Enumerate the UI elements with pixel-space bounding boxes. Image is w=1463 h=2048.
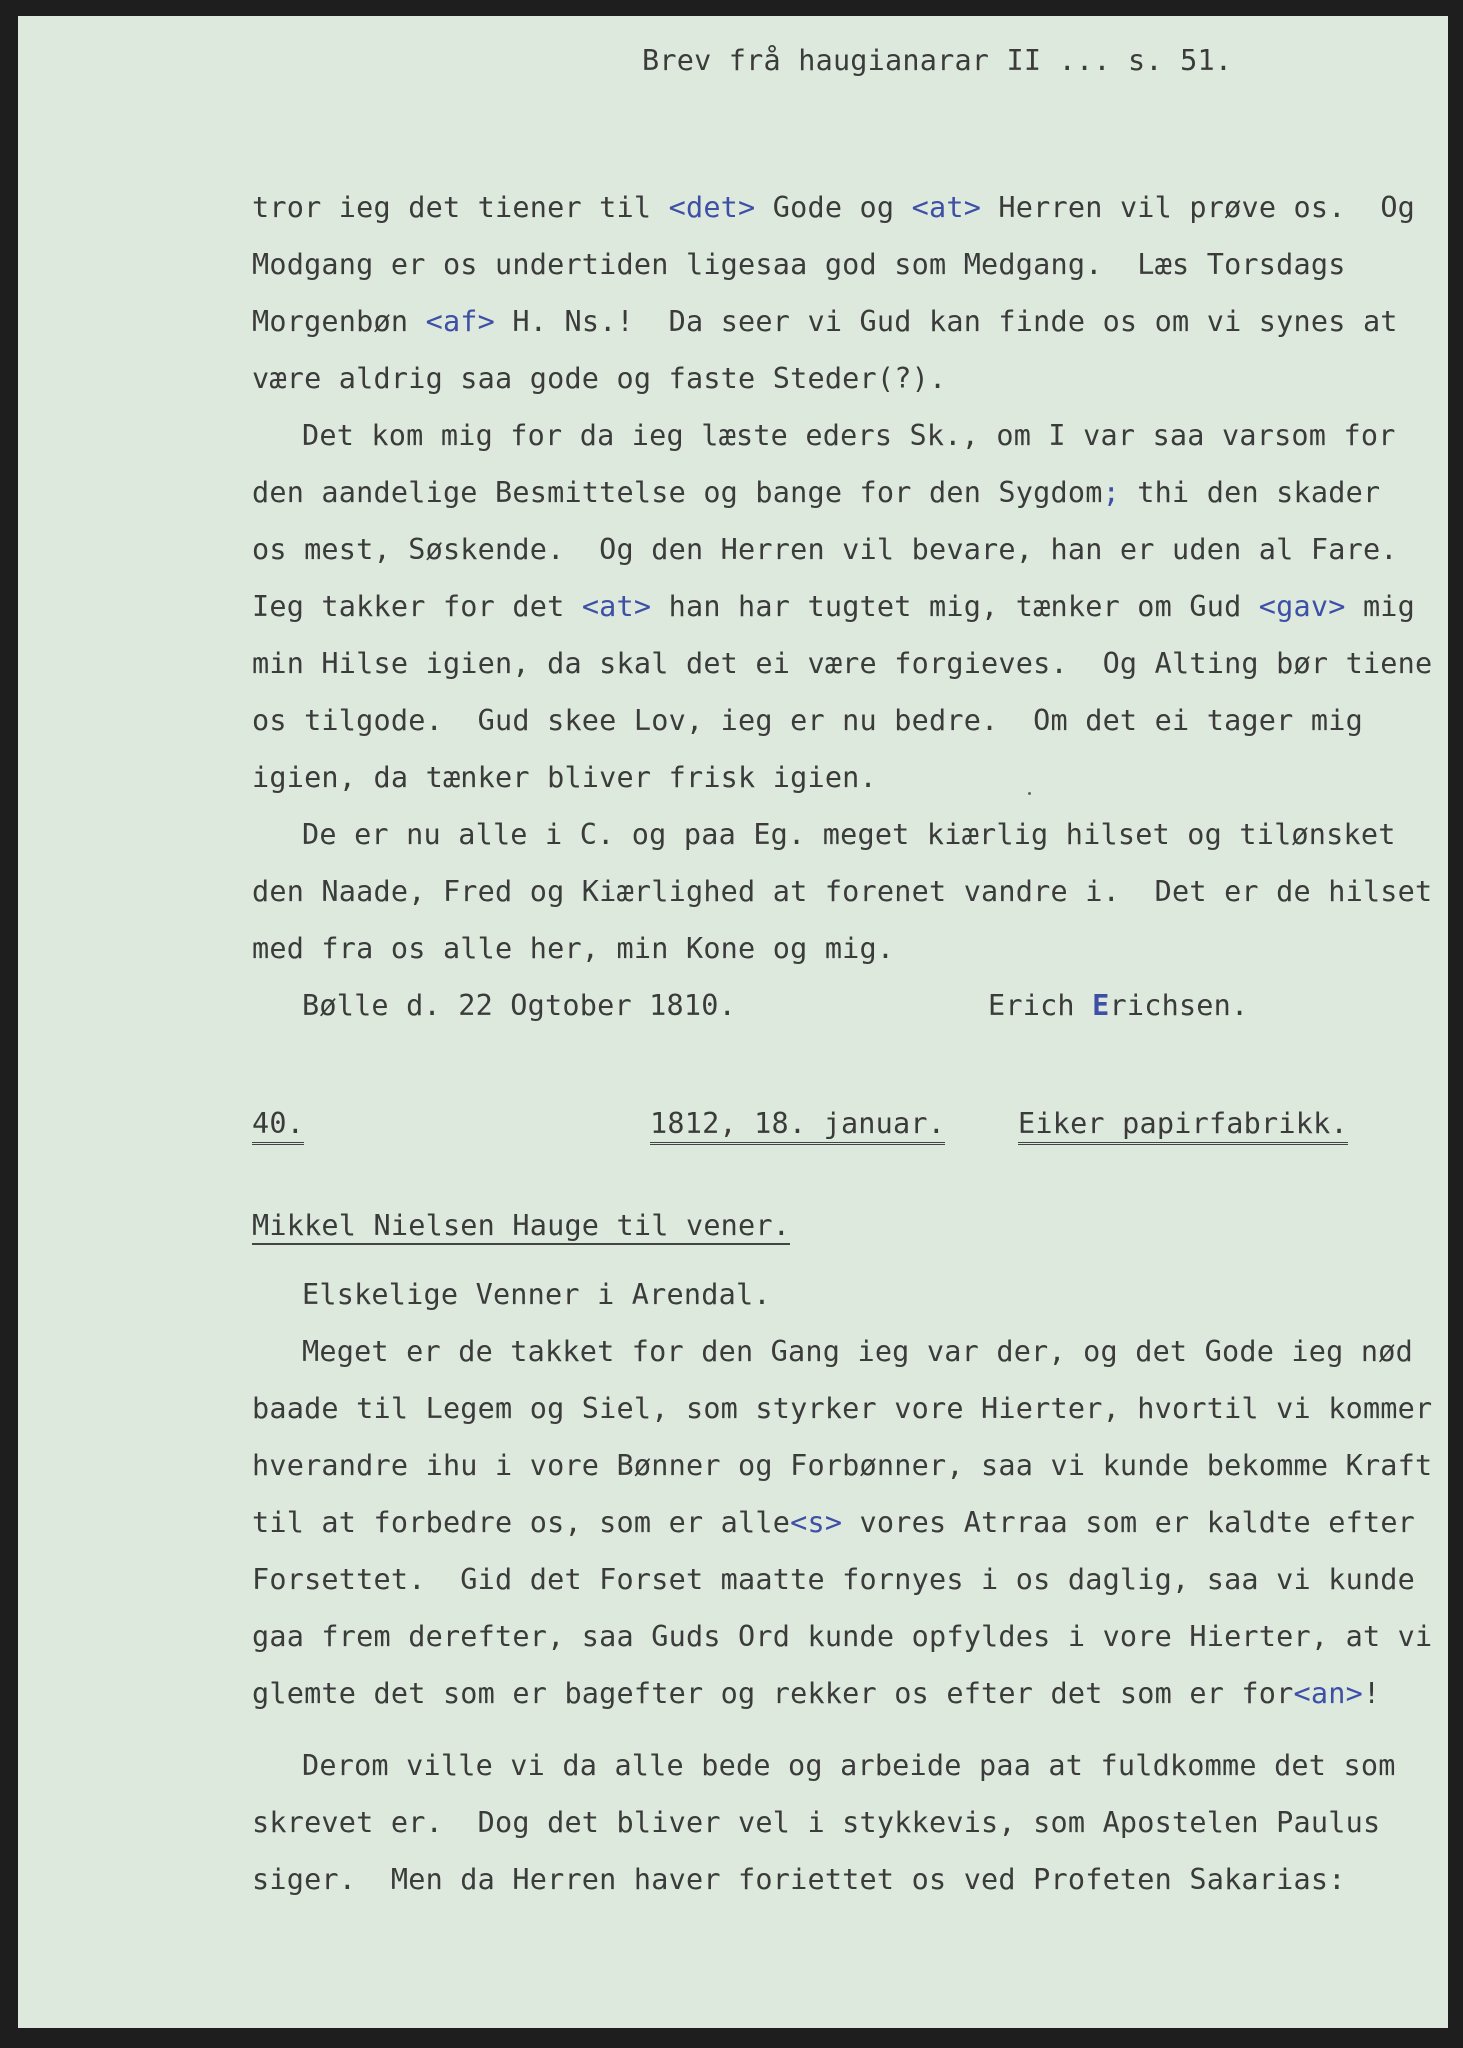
text-line: Morgenbøn <af> H. Ns.! Da seer vi Gud kan finde os om vi synes at: [252, 305, 1398, 338]
text-line: glemte det som er bagefter og rekker os efter det som er for<an>!: [252, 1677, 1381, 1710]
letter-heading: Mikkel Nielsen Hauge til vener.: [252, 1209, 790, 1243]
running-header: Brev frå haugianarar II ... s. 51.: [642, 44, 1233, 77]
editorial-insertion: <det>: [668, 191, 756, 224]
text-line: baade til Legem og Siel, som styrker vore Hierter, hvortil vi kommer: [252, 1392, 1433, 1425]
text-line: skrevet er. Dog det bliver vel i stykkevis, som Apostelen Paulus: [252, 1806, 1381, 1839]
editorial-insertion: <an>: [1293, 1677, 1363, 1710]
editorial-insertion: <at>: [911, 191, 982, 224]
text-line: den aandelige Besmittelse og bange for den Sygdom; thi den skader: [252, 476, 1381, 509]
text-line: Modgang er os undertiden ligesaa god som Medgang. Læs Torsdags: [252, 248, 1346, 281]
place-date: Bølle d. 22 Ogtober 1810.: [302, 989, 736, 1022]
editorial-insertion: <gav>: [1258, 590, 1346, 623]
editorial-correction: E: [1092, 989, 1110, 1022]
text-line: med fra os alle her, min Kone og mig.: [252, 932, 895, 965]
entry-place: Eiker papirfabrikk.: [1018, 1107, 1348, 1141]
entry-number: 40.: [252, 1107, 304, 1141]
text-line: igien, da tænker bliver frisk igien.: [252, 761, 877, 794]
text-line: os mest, Søskende. Og den Herren vil bevare, han er uden al Fare.: [252, 533, 1398, 566]
text-line: tror ieg det tiener til <det> Gode og <at> Herren vil prøve os. Og: [252, 191, 1416, 224]
salutation: Elskelige Venner i Arendal.: [302, 1278, 771, 1311]
text-line: os tilgode. Gud skee Lov, ieg er nu bedre. Om det ei tager mig: [252, 704, 1363, 737]
text-line: være aldrig saa gode og faste Steder(?).: [252, 362, 947, 395]
ink-speck: [1028, 792, 1031, 795]
text-line: Derom ville vi da alle bede og arbeide paa at fuldkomme det som: [302, 1749, 1396, 1782]
entry-date: 1812, 18. januar.: [650, 1107, 945, 1141]
text-line: til at forbedre os, som er alle<s> vores Atrraa som er kaldte efter: [252, 1506, 1416, 1539]
text-line: Det kom mig for da ieg læste eders Sk., om I var saa varsom for: [302, 419, 1396, 452]
editorial-insertion: <af>: [425, 305, 496, 338]
text-line: min Hilse igien, da skal det ei være forgieves. Og Alting bør tiene: [252, 647, 1433, 680]
editorial-insertion: <s>: [790, 1506, 843, 1539]
text-line: De er nu alle i C. og paa Eg. meget kiærlig hilset og tilønsket: [302, 818, 1396, 851]
text-line: Meget er de takket for den Gang ieg var der, og det Gode ieg nød: [302, 1335, 1413, 1368]
text-line: gaa frem derefter, saa Guds Ord kunde opfyldes i vore Hierter, at vi: [252, 1620, 1433, 1653]
text-line: siger. Men da Herren haver foriettet os ved Profeten Sakarias:: [252, 1863, 1346, 1896]
editorial-insertion: ;: [1102, 476, 1120, 509]
text-line: Ieg takker for det <at> han har tugtet mig, tænker om Gud <gav> mig: [252, 590, 1416, 623]
text-line: den Naade, Fred og Kiærlighed at forenet vandre i. Det er de hilset: [252, 875, 1433, 908]
document-page: [18, 16, 1448, 2028]
text-line: hverandre ihu i vore Bønner og Forbønner, saa vi kunde bekomme Kraft: [252, 1449, 1433, 1482]
signature: Erich Erichsen.: [988, 989, 1249, 1022]
text-line: Forsettet. Gid det Forset maatte fornyes i os daglig, saa vi kunde: [252, 1563, 1416, 1596]
editorial-insertion: <at>: [581, 590, 652, 623]
